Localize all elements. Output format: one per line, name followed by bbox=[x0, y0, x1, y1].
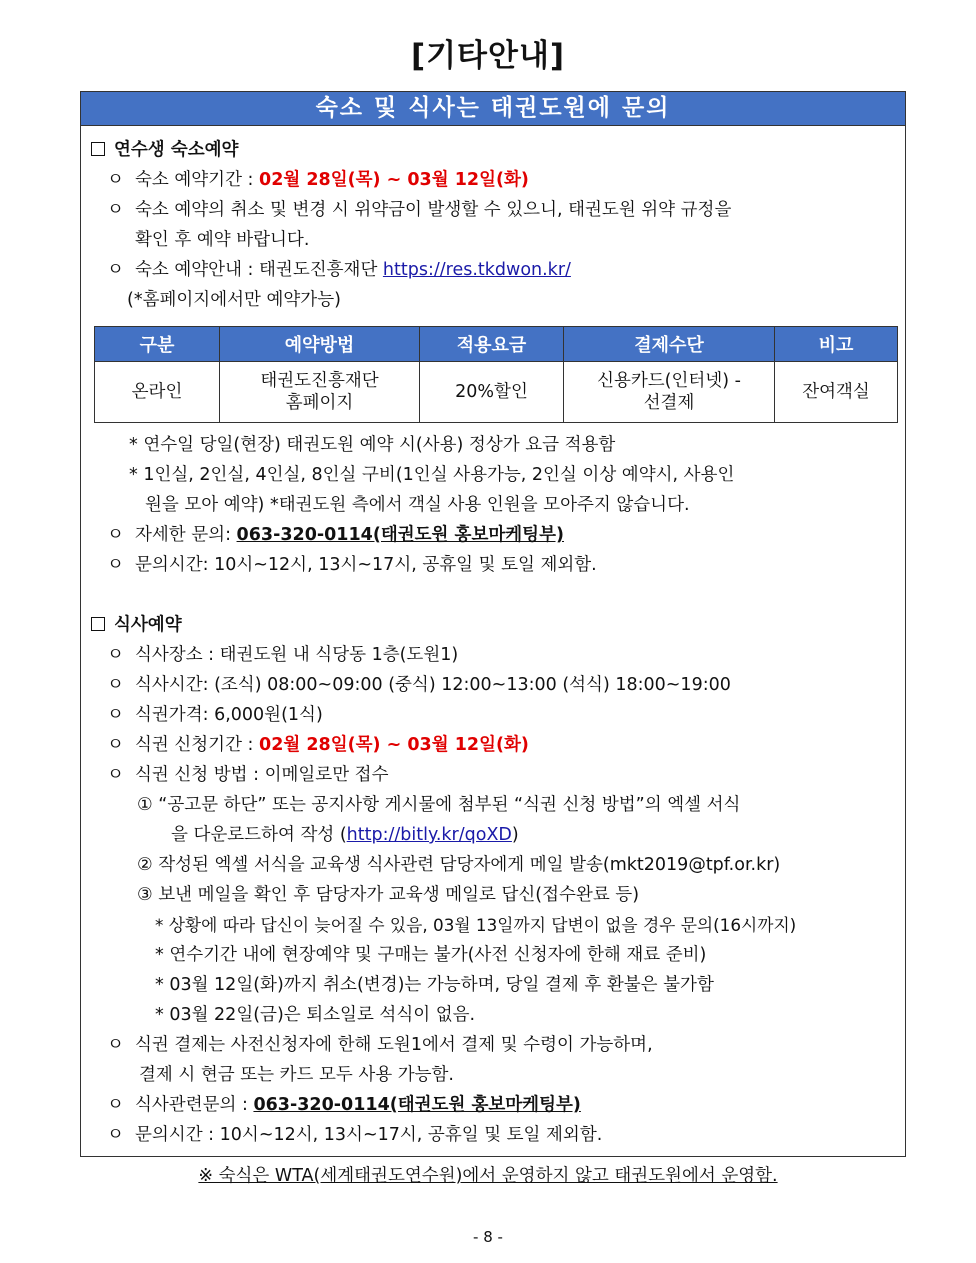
table-header-cell: 적용요금 bbox=[420, 327, 564, 362]
meal-period-value: 02월 28일(목) ~ 03월 12일(화) bbox=[259, 735, 529, 755]
lodging-period: ㅇ 숙소 예약기간 : 02월 28일(목) ~ 03월 12일(화) bbox=[107, 165, 529, 195]
lodging-contact: ㅇ 자세한 문의: 063-320-0114(태권도원 홍보마케팅부) bbox=[107, 520, 564, 550]
page-title: [기타안내] bbox=[410, 38, 566, 74]
footnote: ※ 숙식은 WTA(세계태권도연수원)에서 운영하지 않고 태권도원에서 운영함. bbox=[198, 1166, 778, 1186]
meal-payment-line2: 결제 시 현금 또는 카드 모두 사용 가능함. bbox=[139, 1065, 454, 1085]
meal-place: ㅇ 식사장소 : 태권도원 내 식당동 1층(도원1) bbox=[107, 640, 458, 670]
table-header-row bbox=[95, 327, 898, 362]
table-header-cell: 구분 bbox=[95, 327, 220, 362]
meal-heading: 식사예약 bbox=[91, 610, 182, 640]
circle-bullet-icon: ㅇ bbox=[107, 170, 124, 190]
lodging-hours: ㅇ 문의시간: 10시~12시, 13시~17시, 공휴일 및 토일 제외함. bbox=[107, 550, 597, 580]
circle-bullet-icon: ㅇ bbox=[107, 705, 124, 725]
circle-bullet-icon: ㅇ bbox=[107, 645, 124, 665]
meal-method: ㅇ 식권 신청 방법 : 이메일로만 접수 bbox=[107, 760, 388, 790]
circle-bullet-icon: ㅇ bbox=[107, 1095, 124, 1115]
meal-step3: ③ 보낸 메일을 확인 후 담당자가 교육생 메일로 답신(접수완료 등) bbox=[137, 885, 640, 905]
table-cell: 잔여객실 bbox=[775, 362, 898, 423]
checkbox-square-icon bbox=[91, 617, 105, 631]
box-header: 숙소 및 식사는 태권도원에 문의 bbox=[81, 92, 905, 126]
lodging-guide-note: (*홈페이지에서만 예약가능) bbox=[127, 290, 341, 310]
lodging-guide: ㅇ 숙소 예약안내 : 태권도진흥재단 https://res.tkdwon.kr/ bbox=[107, 255, 571, 285]
table-row bbox=[95, 362, 898, 423]
meal-contact-phone: 063-320-0114(태권도원 홍보마케팅부) bbox=[253, 1095, 581, 1115]
meal-form-link[interactable]: http://bitly.kr/qoXD bbox=[346, 825, 512, 845]
meal-step1-line2: 을 다운로드하여 작성 (http://bitly.kr/qoXD) bbox=[171, 825, 519, 845]
meal-step2: ② 작성된 엑셀 서식을 교육생 식사관련 담당자에게 메일 발송(mkt2019@tpf.or.kr) bbox=[137, 855, 781, 875]
lodging-note2-line2: 원을 모아 예약) *태권도원 측에서 객실 사용 인원을 모아주지 않습니다. bbox=[145, 495, 690, 515]
info-box bbox=[80, 91, 906, 1157]
meal-step1-line1: ① “공고문 하단” 또는 공지사항 게시물에 첨부된 “식권 신청 방법”의 엑셀 서식 bbox=[137, 795, 741, 815]
circle-bullet-icon: ㅇ bbox=[107, 200, 124, 220]
table-header-cell: 비고 bbox=[775, 327, 898, 362]
table-header-cell: 예약방법 bbox=[220, 327, 420, 362]
meal-period: ㅇ 식권 신청기간 : 02월 28일(목) ~ 03월 12일(화) bbox=[107, 730, 529, 760]
lodging-heading: 연수생 숙소예약 bbox=[91, 135, 238, 165]
lodging-url-link[interactable]: https://res.tkdwon.kr/ bbox=[382, 260, 571, 280]
table-header-cell: 결제수단 bbox=[564, 327, 775, 362]
circle-bullet-icon: ㅇ bbox=[107, 525, 124, 545]
lodging-note2-line1: * 1인실, 2인실, 4인실, 8인실 구비(1인실 사용가능, 2인실 이상 예약시, 사용인 bbox=[129, 465, 735, 485]
lodging-cancel-line2: 확인 후 예약 바랍니다. bbox=[135, 230, 310, 250]
lodging-fee-table bbox=[94, 326, 898, 423]
meal-hours: ㅇ 문의시간 : 10시~12시, 13시~17시, 공휴일 및 토일 제외함. bbox=[107, 1120, 602, 1150]
circle-bullet-icon: ㅇ bbox=[107, 555, 124, 575]
table-cell: 신용카드(인터넷) - 선결제 bbox=[564, 362, 775, 423]
meal-contact: ㅇ 식사관련문의 : 063-320-0114(태권도원 홍보마케팅부) bbox=[107, 1090, 581, 1120]
circle-bullet-icon: ㅇ bbox=[107, 1035, 124, 1055]
meal-payment-line1: ㅇ 식권 결제는 사전신청자에 한해 도원1에서 결제 및 수령이 가능하며, bbox=[107, 1030, 653, 1060]
lodging-cancel-line1: ㅇ 숙소 예약의 취소 및 변경 시 위약금이 발생할 수 있으니, 태권도원 위약 규정을 bbox=[107, 195, 731, 225]
circle-bullet-icon: ㅇ bbox=[107, 735, 124, 755]
meal-note1: * 상황에 따라 답신이 늦어질 수 있음, 03월 13일까지 답변이 없을 경우 문의(16시까지) bbox=[155, 915, 797, 935]
meal-note3: * 03월 12일(화)까지 취소(변경)는 가능하며, 당일 결제 후 환불은 불가함 bbox=[155, 975, 714, 995]
table-cell: 20%할인 bbox=[420, 362, 564, 423]
meal-time: ㅇ 식사시간: (조식) 08:00~09:00 (중식) 12:00~13:00 (석식) 18:00~19:00 bbox=[107, 670, 731, 700]
circle-bullet-icon: ㅇ bbox=[107, 260, 124, 280]
page-number: - 8 - bbox=[473, 1228, 503, 1246]
checkbox-square-icon bbox=[91, 142, 105, 156]
circle-bullet-icon: ㅇ bbox=[107, 765, 124, 785]
meal-note4: * 03월 22일(금)은 퇴소일로 석식이 없음. bbox=[155, 1005, 476, 1025]
table-cell: 온라인 bbox=[95, 362, 220, 423]
meal-price: ㅇ 식권가격: 6,000원(1식) bbox=[107, 700, 323, 730]
lodging-contact-phone: 063-320-0114(태권도원 홍보마케팅부) bbox=[236, 525, 564, 545]
circle-bullet-icon: ㅇ bbox=[107, 675, 124, 695]
table-cell: 태권도진흥재단 홈페이지 bbox=[220, 362, 420, 423]
lodging-period-value: 02월 28일(목) ~ 03월 12일(화) bbox=[259, 170, 529, 190]
meal-note2: * 연수기간 내에 현장예약 및 구매는 불가(사전 신청자에 한해 재료 준비) bbox=[155, 945, 707, 965]
circle-bullet-icon: ㅇ bbox=[107, 1125, 124, 1145]
lodging-note1: * 연수일 당일(현장) 태권도원 예약 시(사용) 정상가 요금 적용함 bbox=[129, 435, 616, 455]
